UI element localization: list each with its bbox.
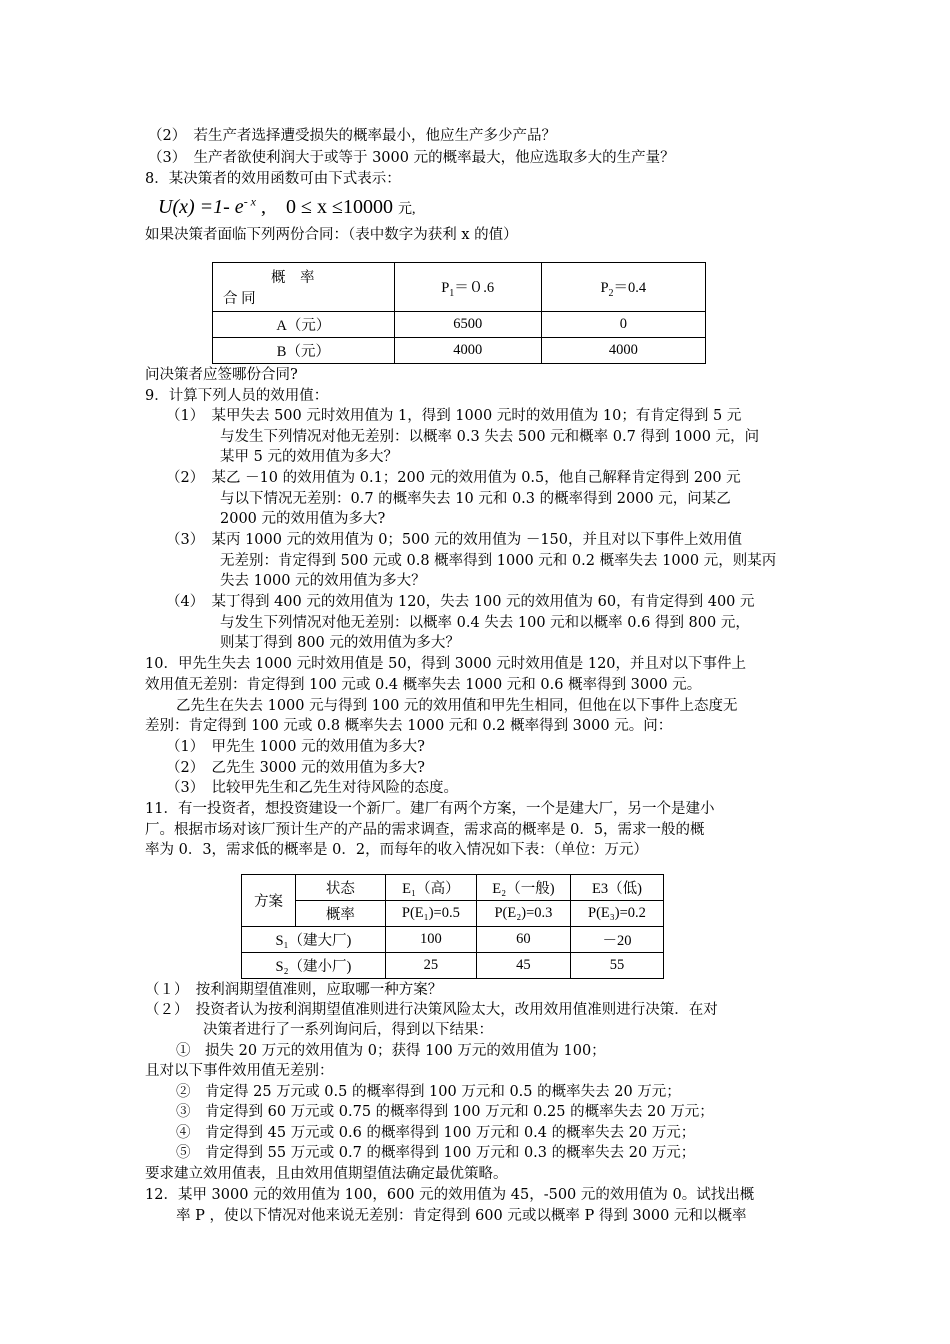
q9-2-line1: （2） 某乙 －10 的效用值为 0.1；200 元的效用值为 0.5，他自己解释肯定得到 200 元 <box>166 470 741 486</box>
q11-part2-line2: 决策者进行了一系列询问后，得到以下结果： <box>203 1022 493 1038</box>
q12-line2: 率 P ，使以下情况对他来说无差别：肯定得到 600 元或以概率 P 得到 3000 元和以概率 <box>176 1208 747 1224</box>
q9-title: 9．计算下列人员的效用值： <box>145 388 329 404</box>
utility-formula <box>158 190 415 219</box>
table-row <box>213 338 706 364</box>
table1-row-label: B（元） <box>213 338 395 364</box>
table1-cell: 6500 <box>394 312 541 338</box>
q7-part3: （3） 生产者欲使利润大于或等于 3000 元的概率最大，他应选取多大的生产量？ <box>148 150 675 166</box>
q11-requirement: 要求建立效用值表，且由效用值期望值法确定最优策略。 <box>145 1166 508 1182</box>
table2-cell: 25 <box>385 953 476 979</box>
table2-pe2: P(E₂)=0.3 <box>476 901 570 927</box>
q11-part2-line1: （２） 投资者认为按利润期望值准则进行决策风险太大，改用效用值准则进行决策．在对 <box>145 1002 718 1018</box>
q10-line1: 10．甲先生失去 1000 元时效用值是 50，得到 3000 元时效用值是 120，并且对以下事件上 <box>145 656 747 672</box>
q9-4-line3: 则某丁得到 800 元的效用值为多大？ <box>220 635 460 651</box>
table2-e1: E₁（高） <box>385 875 476 901</box>
table2-cell: 55 <box>570 953 663 979</box>
table2-cell: 100 <box>385 927 476 953</box>
q10-part3: （3） 比较甲先生和乙先生对待风险的态度。 <box>166 780 458 796</box>
table2-corner: 方案 <box>242 875 296 927</box>
q10-part2: （2） 乙先生 3000 元的效用值为多大? <box>166 760 425 776</box>
formula-unit: 元, <box>397 202 416 217</box>
q11-line2: 厂。根据市场对该厂预计生产的产品的需求调查，需求高的概率是 0．5，需求一般的概 <box>145 822 705 838</box>
investment-table <box>241 874 664 979</box>
formula-exponent: - x <box>243 194 257 209</box>
q11-result4: ④ 肯定得到 45 万元或 0.6 的概率得到 100 万元和 0.4 的概率失去 20 万元； <box>176 1125 696 1141</box>
table1-header-top: 概 率 <box>271 270 315 286</box>
contract-table <box>212 262 706 364</box>
q9-3-line2: 无差别：肯定得到 500 元或 0.8 概率得到 1000 元和 0.2 概率失去 1000 元，则某丙 <box>220 553 777 569</box>
q8-ask: 问决策者应签哪份合同? <box>145 367 298 383</box>
q11-result1: ① 损失 20 万元的效用值为 0；获得 100 万元的效用值为 100； <box>176 1043 606 1059</box>
table2-prob: 概率 <box>295 901 385 927</box>
table2-cell: 45 <box>476 953 570 979</box>
q11-result3: ③ 肯定得到 60 万元或 0.75 的概率得到 100 万元和 0.25 的概率失去 20 万元； <box>176 1104 714 1120</box>
table2-row-label: S₂（建小厂) <box>242 953 386 979</box>
table2-cell: 60 <box>476 927 570 953</box>
table1-cell: 4000 <box>394 338 541 364</box>
q11-line1: 11．有一投资者，想投资建设一个新厂。建厂有两个方案，一个是建大厂，另一个是建小 <box>145 801 715 817</box>
table2-state: 状态 <box>295 875 385 901</box>
q8-intro: 如果决策者面临下列两份合同：（表中数字为获利 x 的值） <box>145 227 518 243</box>
q9-3-line1: （3） 某丙 1000 元的效用值为 0；500 元的效用值为 －150，并且对以下事件上效用值 <box>166 532 742 548</box>
table1-header-bottom: 合 同 <box>223 291 256 307</box>
q10-line2: 效用值无差别：肯定得到 100 元或 0.4 概率失去 1000 元和 0.6 概率得到 3000 元。 <box>145 677 702 693</box>
table-row <box>242 927 664 953</box>
table1-cell: 4000 <box>541 338 705 364</box>
formula-range: , 0 ≤ x ≤10000 <box>261 196 393 218</box>
table2-row-label: S₁（建大厂) <box>242 927 386 953</box>
q9-2-line3: 2000 元的效用值为多大? <box>220 511 386 527</box>
q10-line3: 乙先生在失去 1000 元与得到 100 元的效用值和甲先生相同，但他在以下事件上态度无 <box>176 698 738 714</box>
q9-4-line1: （4） 某丁得到 400 元的效用值为 120，失去 100 元的效用值为 60，有肯定得到 400 元 <box>166 594 755 610</box>
q10-part1: （1） 甲先生 1000 元的效用值为多大? <box>166 739 425 755</box>
q8-title: 8．某决策者的效用函数可由下式表示： <box>145 171 401 187</box>
q7-part2: （2） 若生产者选择遭受损失的概率最小，他应生产多少产品？ <box>148 128 556 144</box>
q9-4-line2: 与发生下列情况对他无差别：以概率 0.4 失去 100 元和以概率 0.6 得到 800 元， <box>220 615 750 631</box>
table2-pe1: P(E₁)=0.5 <box>385 901 476 927</box>
q11-result2: ② 肯定得 25 万元或 0.5 的概率得到 100 万元和 0.5 的概率失去 20 万元； <box>176 1084 681 1100</box>
table2-cell: －20 <box>570 927 663 953</box>
q9-1-line2: 与发生下列情况对他无差别：以概率 0.3 失去 500 元和概率 0.7 得到 1000 元，问 <box>220 429 760 445</box>
q9-1-line3: 某甲 5 元的效用值为多大？ <box>220 449 398 465</box>
table1-cell: 0 <box>541 312 705 338</box>
table1-header-cell <box>213 263 395 312</box>
table-row <box>213 312 706 338</box>
q11-result5: ⑤ 肯定得到 55 万元或 0.7 的概率得到 100 万元和 0.3 的概率失去 20 万元； <box>176 1145 696 1161</box>
q11-part1: （１） 按利润期望值准则，应取哪一种方案？ <box>145 982 443 998</box>
q11-line3: 率为 0．3，需求低的概率是 0．2，而每年的收入情况如下表：（单位：万元） <box>145 842 648 858</box>
table1-row-label: A（元） <box>213 312 395 338</box>
table-row <box>242 953 664 979</box>
q9-3-line3: 失去 1000 元的效用值为多大？ <box>220 573 426 589</box>
table1-p1: $P_1=0.6$ <box>394 263 541 312</box>
q11-and: 且对以下事件效用值无差别： <box>145 1063 334 1079</box>
formula-lhs: U(x) =1- e <box>158 196 244 218</box>
table2-e3: E3（低) <box>570 875 663 901</box>
q9-2-line2: 与以下情况无差别：0.7 的概率失去 10 元和 0.3 的概率得到 2000 元，问某乙 <box>220 491 731 507</box>
q9-1-line1: （1） 某甲失去 500 元时效用值为 1，得到 1000 元时的效用值为 10；有肯定得到 5 元 <box>166 408 742 424</box>
q10-line4: 差别：肯定得到 100 元或 0.8 概率失去 1000 元和 0.2 概率得到 3000 元。问： <box>145 718 673 734</box>
table2-e2: E₂（一般) <box>476 875 570 901</box>
q12-line1: 12．某甲 3000 元的效用值为 100，600 元的效用值为 45，-500 元的效用值为 0。试找出概 <box>145 1187 755 1203</box>
table1-p2: $P_2=0.4$ <box>541 263 705 312</box>
table2-pe3: P(E₃)=0.2 <box>570 901 663 927</box>
